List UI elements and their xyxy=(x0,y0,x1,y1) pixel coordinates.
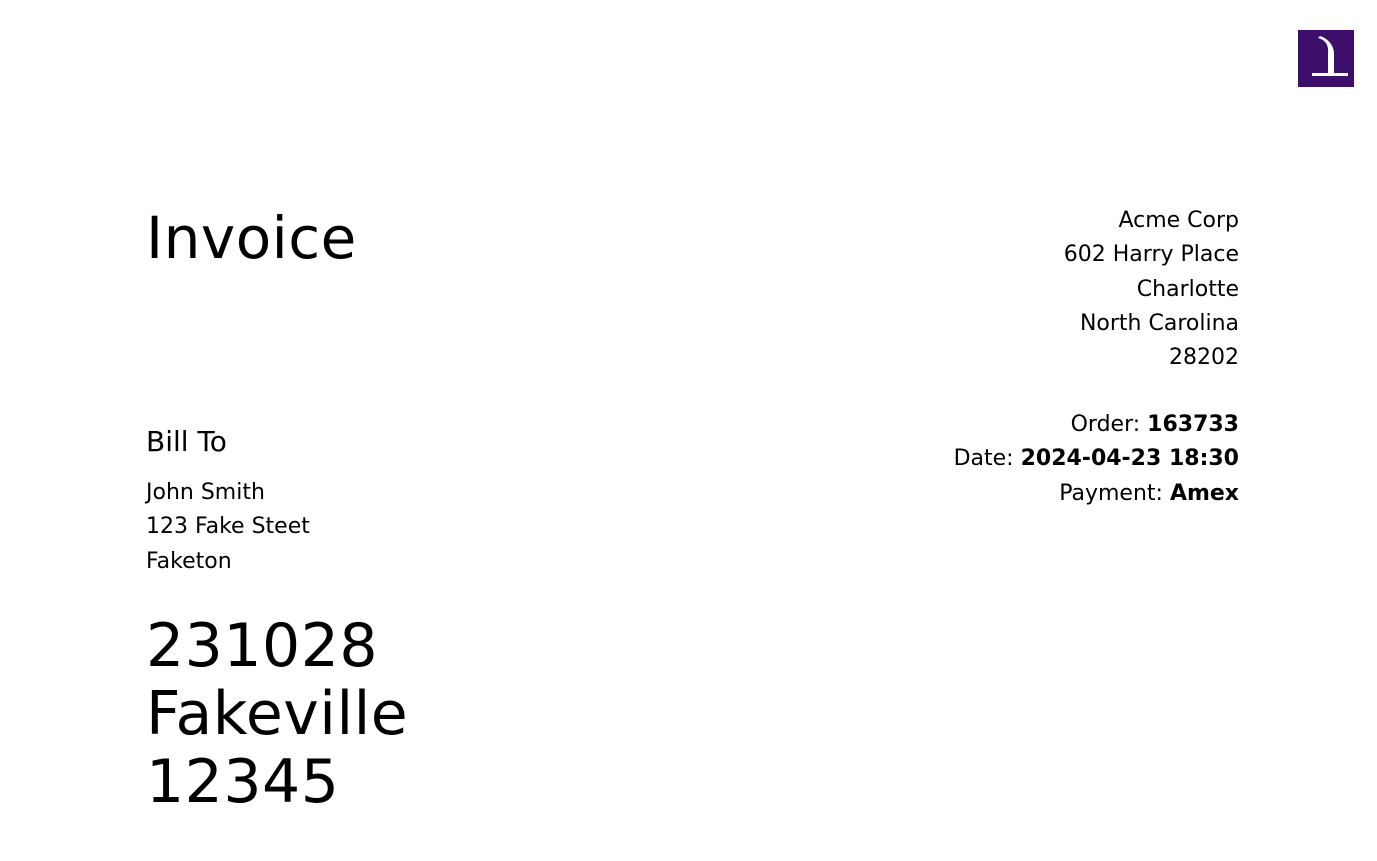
brand-logo-icon xyxy=(1298,30,1354,87)
company-state: North Carolina xyxy=(1079,310,1239,336)
bill-to-city: Faketon xyxy=(146,548,232,574)
order-number-row xyxy=(954,408,1239,442)
company-street: 602 Harry Place xyxy=(1063,242,1239,268)
company-city: Charlotte xyxy=(1136,276,1239,302)
bill-to-name: John Smith xyxy=(146,480,265,505)
order-date-value: 2024-04-23 18:30 xyxy=(1020,446,1239,472)
order-date-label: Date: xyxy=(953,446,1021,472)
company-zip: 28202 xyxy=(1169,345,1239,371)
bill-to-region: Fakeville xyxy=(146,679,409,749)
company-address xyxy=(1064,204,1239,375)
payment-value: Amex xyxy=(1169,480,1239,506)
bill-to-street: 123 Fake Steet xyxy=(146,514,310,540)
bill-to-address xyxy=(146,476,310,579)
order-date-row xyxy=(954,442,1239,476)
invoice-title: Invoice xyxy=(146,204,357,272)
bill-to-postcode: 231028 xyxy=(146,611,379,681)
bill-to-heading: Bill To xyxy=(146,425,227,458)
order-number-value: 163733 xyxy=(1147,412,1239,437)
order-number-label: Order: xyxy=(1070,412,1148,437)
bill-to-code: 12345 xyxy=(146,747,340,817)
order-details xyxy=(954,408,1239,511)
payment-label: Payment: xyxy=(1059,480,1170,506)
bill-to-large-details xyxy=(146,612,408,816)
payment-row xyxy=(954,477,1239,511)
company-name: Acme Corp xyxy=(1118,208,1239,233)
